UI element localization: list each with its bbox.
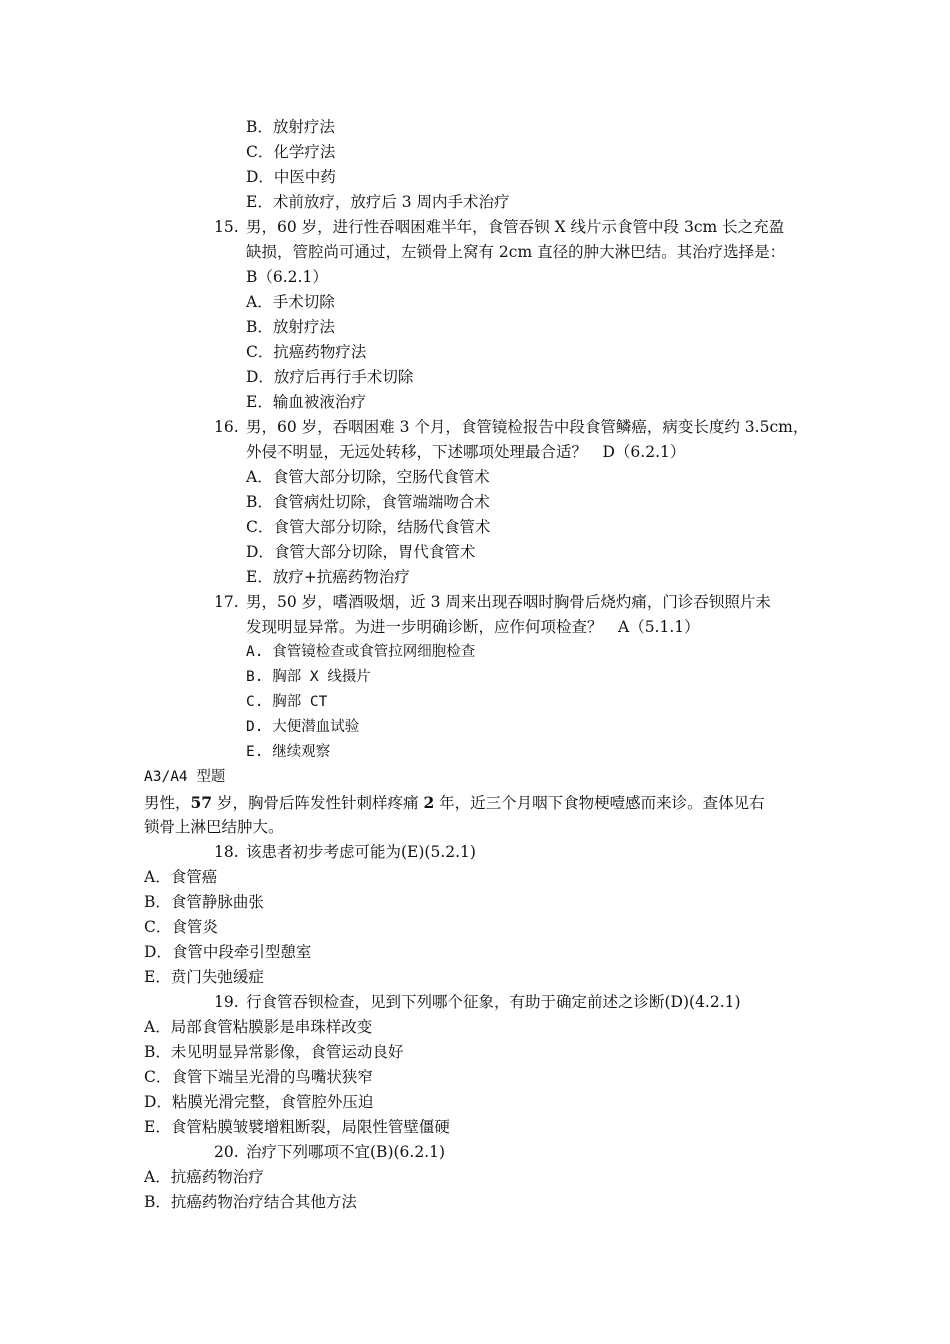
case-description-line1: [144, 790, 765, 816]
q16-stem-line2: 外侵不明显，无远处转移，下述哪项处理最合适？ D（6.2.1）: [246, 443, 686, 461]
q18-option-b: B．食管静脉曲张: [144, 893, 264, 911]
case-text-2: 岁，胸骨后阵发性针刺样疼痛: [212, 794, 424, 812]
case-text-3: 年，近三个月咽下食物梗噎感而来诊。查体见右: [434, 794, 765, 812]
q17-option-d: D. 大便潜血试验: [246, 719, 360, 735]
q19-option-e: E．食管粘膜皱襞增粗断裂，局限性管壁僵硬: [144, 1118, 450, 1136]
case-description-line2: 锁骨上淋巴结肿大。: [144, 818, 284, 836]
q19-option-a: A．局部食管粘膜影是串珠样改变: [144, 1018, 373, 1036]
q15-option-e: E．输血被液治疗: [246, 393, 366, 411]
q19-stem: 行食管吞钡检查，见到下列哪个征象，有助于确定前述之诊断(D)(4.2.1): [246, 993, 741, 1011]
q18-option-d: D．食管中段牵引型憩室: [144, 943, 312, 961]
q14-option-c: C．化学疗法: [246, 143, 336, 161]
q18-stem: 该患者初步考虑可能为(E)(5.2.1): [246, 843, 476, 861]
q17-option-b: B. 胸部 X 线摄片: [246, 669, 371, 685]
q20-option-b: B．抗癌药物治疗结合其他方法: [144, 1193, 357, 1211]
q17-stem-line1: 男，50 岁，嗜酒吸烟，近 3 周来出现吞咽时胸骨后烧灼痛，门诊吞钡照片未: [246, 593, 771, 611]
q18-option-e: E．贲门失弛缓症: [144, 968, 264, 986]
case-text-1: 男性，: [144, 794, 191, 812]
q17-stem-line2: 发现明显异常。为进一步明确诊断，应作何项检查？ A（5.1.1）: [246, 618, 700, 636]
q15-stem-line3: B（6.2.1）: [246, 268, 328, 286]
q15-number: 15.: [214, 218, 239, 236]
q17-option-e: E. 继续观察: [246, 744, 331, 760]
q15-option-a: A．手术切除: [246, 293, 335, 311]
q19-option-c: C．食管下端呈光滑的鸟嘴状狭窄: [144, 1068, 373, 1086]
q18-number: 18.: [214, 843, 239, 861]
q15-stem-line1: 男，60 岁，进行性吞咽困难半年，食管吞钡 X 线片示食管中段 3cm 长之充盈: [246, 218, 785, 236]
q19-option-b: B．未见明显异常影像，食管运动良好: [144, 1043, 404, 1061]
q20-stem: 治疗下列哪项不宜(B)(6.2.1): [246, 1143, 446, 1161]
q16-stem-line1: 男，60 岁，吞咽困难 3 个月，食管镜检报告中段食管鳞癌，病变长度约 3.5cm，: [246, 418, 809, 436]
q15-stem-line2: 缺损，管腔尚可通过，左锁骨上窝有 2cm 直径的肿大淋巴结。其治疗选择是：: [246, 243, 786, 261]
case-age: 57: [190, 793, 213, 812]
q16-number: 16.: [214, 418, 239, 436]
q14-option-d: D．中医中药: [246, 168, 336, 186]
q20-option-a: A．抗癌药物治疗: [144, 1168, 264, 1186]
q14-option-e: E．术前放疗，放疗后 3 周内手术治疗: [246, 193, 510, 211]
q20-number: 20.: [214, 1143, 239, 1161]
q16-option-e: E．放疗+抗癌药物治疗: [246, 568, 410, 586]
q16-option-b: B．食管病灶切除，食管端端吻合术: [246, 493, 490, 511]
q15-option-b: B．放射疗法: [246, 318, 335, 336]
case-years: 2: [423, 793, 435, 812]
q18-option-a: A．食管癌: [144, 868, 218, 886]
q17-option-a: A. 食管镜检查或食管拉网细胞检查: [246, 644, 476, 660]
q18-option-c: C．食管炎: [144, 918, 218, 936]
q19-option-d: D．粘膜光滑完整，食管腔外压迫: [144, 1093, 374, 1111]
section-heading: A3/A4 型题: [144, 769, 226, 785]
q15-option-d: D．放疗后再行手术切除: [246, 368, 414, 386]
q16-option-a: A．食管大部分切除，空肠代食管术: [246, 468, 490, 486]
q17-option-c: C. 胸部 CT: [246, 694, 328, 710]
q15-option-c: C．抗癌药物疗法: [246, 343, 367, 361]
q14-option-b: B．放射疗法: [246, 118, 335, 136]
q16-option-d: D．食管大部分切除，胃代食管术: [246, 543, 476, 561]
q19-number: 19.: [214, 993, 239, 1011]
q16-option-c: C．食管大部分切除，结肠代食管术: [246, 518, 491, 536]
q17-number: 17.: [214, 593, 239, 611]
